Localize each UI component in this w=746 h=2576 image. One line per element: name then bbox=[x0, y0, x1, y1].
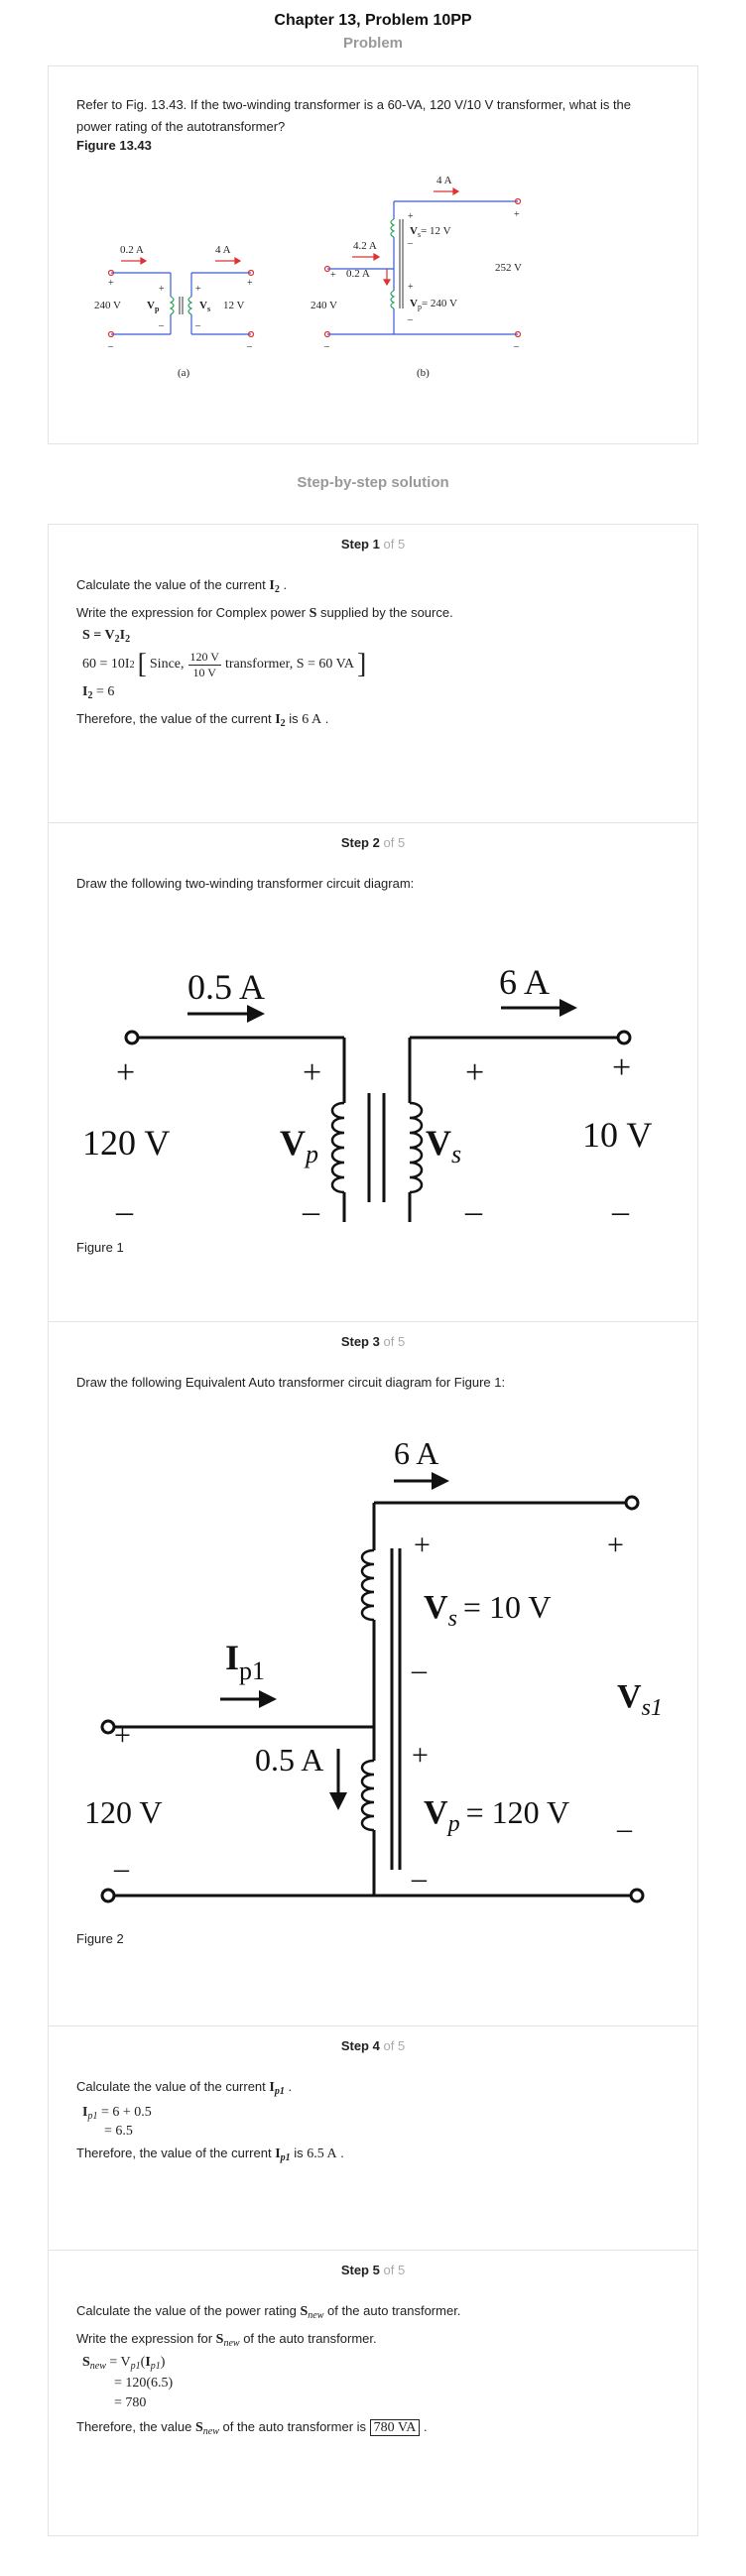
fig2-vs: $V_s = 10$ V bbox=[424, 1589, 552, 1632]
svg-text:–: – bbox=[612, 1193, 629, 1222]
step-5-eq3: = 780 bbox=[114, 2395, 147, 2410]
fig2-ip1: $I_{p1}$ bbox=[225, 1638, 266, 1685]
svg-text:+: + bbox=[303, 1054, 322, 1091]
step-1-eq1: $S = V_2I_2$ bbox=[82, 628, 131, 645]
fig-a bbox=[109, 258, 254, 337]
fig2-vp: $V_p = 120$ V bbox=[424, 1794, 570, 1837]
fig1-vp: $V_p$ bbox=[280, 1123, 318, 1168]
svg-text:+: + bbox=[114, 1719, 131, 1752]
step-5-header: Step 5 of 5 bbox=[340, 2263, 406, 2277]
svg-text:+: + bbox=[607, 1529, 624, 1561]
svg-text:–: – bbox=[114, 1852, 129, 1885]
svg-text:–: – bbox=[465, 1193, 482, 1222]
step-5-line2: Write the expression for $S_{new}$ of the auto transformer. bbox=[76, 2331, 377, 2349]
fig1-v-left: 120 V bbox=[82, 1123, 171, 1163]
figure-2-diagram bbox=[76, 1402, 691, 1957]
fig1-v-right: 10 V bbox=[582, 1115, 653, 1155]
step-3-text: Draw the following Equivalent Auto transformer circuit diagram for Figure 1: bbox=[76, 1375, 506, 1390]
svg-text:–: – bbox=[247, 341, 252, 352]
step-3-header: Step 3 of 5 bbox=[340, 1334, 406, 1349]
fig-a-i-secondary: 4 A bbox=[215, 244, 231, 256]
figure-label: Figure 13.43 bbox=[76, 138, 152, 153]
figure-2-caption: Figure 2 bbox=[76, 1931, 124, 1946]
step-2-header: Step 2 of 5 bbox=[340, 835, 406, 850]
svg-text:+: + bbox=[514, 209, 520, 220]
step-1-line1: Calculate the value of the current $I_2$ . bbox=[76, 577, 288, 595]
fig-a-v-primary: 240 V bbox=[94, 300, 121, 311]
figure-1-diagram bbox=[76, 895, 672, 1222]
fig-a-caption: (a) bbox=[178, 367, 190, 379]
step-4-line1: Calculate the value of the current $I_{p1}$ . bbox=[76, 2079, 293, 2097]
svg-text:+: + bbox=[159, 284, 165, 295]
svg-text:+: + bbox=[412, 1739, 429, 1772]
fig-a-v-secondary: 12 V bbox=[223, 300, 245, 311]
svg-text:+: + bbox=[408, 282, 414, 293]
step-1-line2: Write the expression for Complex power S supplied by the source. bbox=[76, 605, 453, 621]
step-1-eq3: $I_2 = 6$ bbox=[82, 684, 115, 701]
page-title: Chapter 13, Problem 10PP bbox=[274, 12, 472, 29]
step-2-card bbox=[48, 823, 698, 1322]
svg-text:–: – bbox=[108, 341, 113, 352]
step-3-card bbox=[48, 1322, 698, 2026]
svg-text:+: + bbox=[465, 1054, 485, 1091]
step-1-card bbox=[48, 524, 698, 823]
svg-text:–: – bbox=[303, 1193, 319, 1222]
step-5-card bbox=[48, 2251, 698, 2536]
figure-13-43 bbox=[76, 166, 672, 433]
fig-b-vs: $V_s= 12$ V bbox=[410, 225, 451, 239]
svg-text:+: + bbox=[108, 278, 114, 289]
fig-b-v-in: 240 V bbox=[311, 300, 337, 311]
svg-text:–: – bbox=[324, 341, 329, 352]
problem-text: Refer to Fig. 13.43. If the two-winding transformer is a 60-VA, 120 V/10 V transformer, what is the power rating of the autotransformer? bbox=[76, 97, 632, 134]
svg-text:–: – bbox=[617, 1812, 632, 1845]
fig-b bbox=[325, 188, 521, 337]
svg-text:+: + bbox=[408, 211, 414, 222]
figure-1-caption: Figure 1 bbox=[76, 1240, 124, 1255]
fig-b-i-mid: 0.2 A bbox=[346, 268, 370, 280]
fig2-vs1: $V_{s1}$ bbox=[617, 1678, 663, 1721]
svg-text:–: – bbox=[408, 238, 413, 249]
problem-section-title: Problem bbox=[342, 35, 403, 52]
step-5-eq2: = 120(6.5) bbox=[114, 2376, 174, 2391]
svg-text:+: + bbox=[414, 1529, 431, 1561]
fig-a-vs: $V_s$ bbox=[199, 300, 211, 313]
svg-text:–: – bbox=[159, 320, 164, 331]
svg-text:–: – bbox=[412, 1654, 427, 1686]
fig2-v-in: 120 V bbox=[84, 1794, 163, 1830]
fig-b-caption: (b) bbox=[417, 367, 430, 379]
svg-text:+: + bbox=[247, 278, 253, 289]
fig2-i-top: 6 A bbox=[394, 1435, 439, 1471]
fig-a-i-primary: 0.2 A bbox=[120, 244, 144, 256]
step-4-eq1: $I_{p1} = 6 + 0.5$ bbox=[82, 2105, 152, 2122]
fig1-vs: $V_s$ bbox=[426, 1123, 462, 1168]
step-2-text: Draw the following two-winding transformer circuit diagram: bbox=[76, 876, 415, 891]
step-5-result: Therefore, the value $S_{new}$ of the auto transformer is 780 VA . bbox=[76, 2419, 428, 2437]
step-1-result: Therefore, the value of the current $I_2$ is 6 A . bbox=[76, 711, 329, 729]
fig-b-v-out: 252 V bbox=[495, 262, 522, 274]
step-4-eq2: = 6.5 bbox=[104, 2124, 133, 2139]
fig-b-i-top: 4 A bbox=[436, 175, 452, 186]
step-1-eq2: 60 = 10I 2 [ Since, 120 V 10 V transformer, S = 60 VA ] bbox=[82, 649, 367, 679]
svg-text:+: + bbox=[612, 1049, 632, 1086]
fig-a-vp: $V_p$ bbox=[147, 300, 160, 313]
step-4-result: Therefore, the value of the current $I_{p1}$ is 6.5 A . bbox=[76, 2146, 344, 2163]
svg-text:–: – bbox=[408, 314, 413, 325]
solution-section-title: Step-by-step solution bbox=[297, 474, 449, 491]
svg-text:+: + bbox=[330, 270, 336, 281]
svg-text:–: – bbox=[195, 320, 200, 331]
fig2-i-mid: 0.5 A bbox=[255, 1742, 324, 1778]
step-1-header: Step 1 of 5 bbox=[340, 537, 406, 552]
fig1-i-right: 6 A bbox=[499, 962, 551, 1002]
step-4-header: Step 4 of 5 bbox=[340, 2038, 406, 2053]
step-5-eq1: $S_{new} = V_{p1}(I_{p1})$ bbox=[82, 2355, 166, 2372]
step-4-card bbox=[48, 2026, 698, 2251]
problem-card bbox=[48, 65, 698, 444]
step-5-line1: Calculate the value of the power rating $S_{new}$ of the auto transformer. bbox=[76, 2303, 461, 2321]
svg-text:+: + bbox=[195, 284, 201, 295]
fig-b-vp: $V_p= 240$ V bbox=[410, 298, 457, 311]
svg-text:–: – bbox=[514, 341, 519, 352]
svg-text:+: + bbox=[116, 1054, 136, 1091]
svg-text:–: – bbox=[116, 1193, 133, 1222]
fig-b-i-in: 4.2 A bbox=[353, 240, 377, 252]
svg-text:–: – bbox=[412, 1862, 427, 1895]
fig1-i-left: 0.5 A bbox=[187, 967, 266, 1007]
